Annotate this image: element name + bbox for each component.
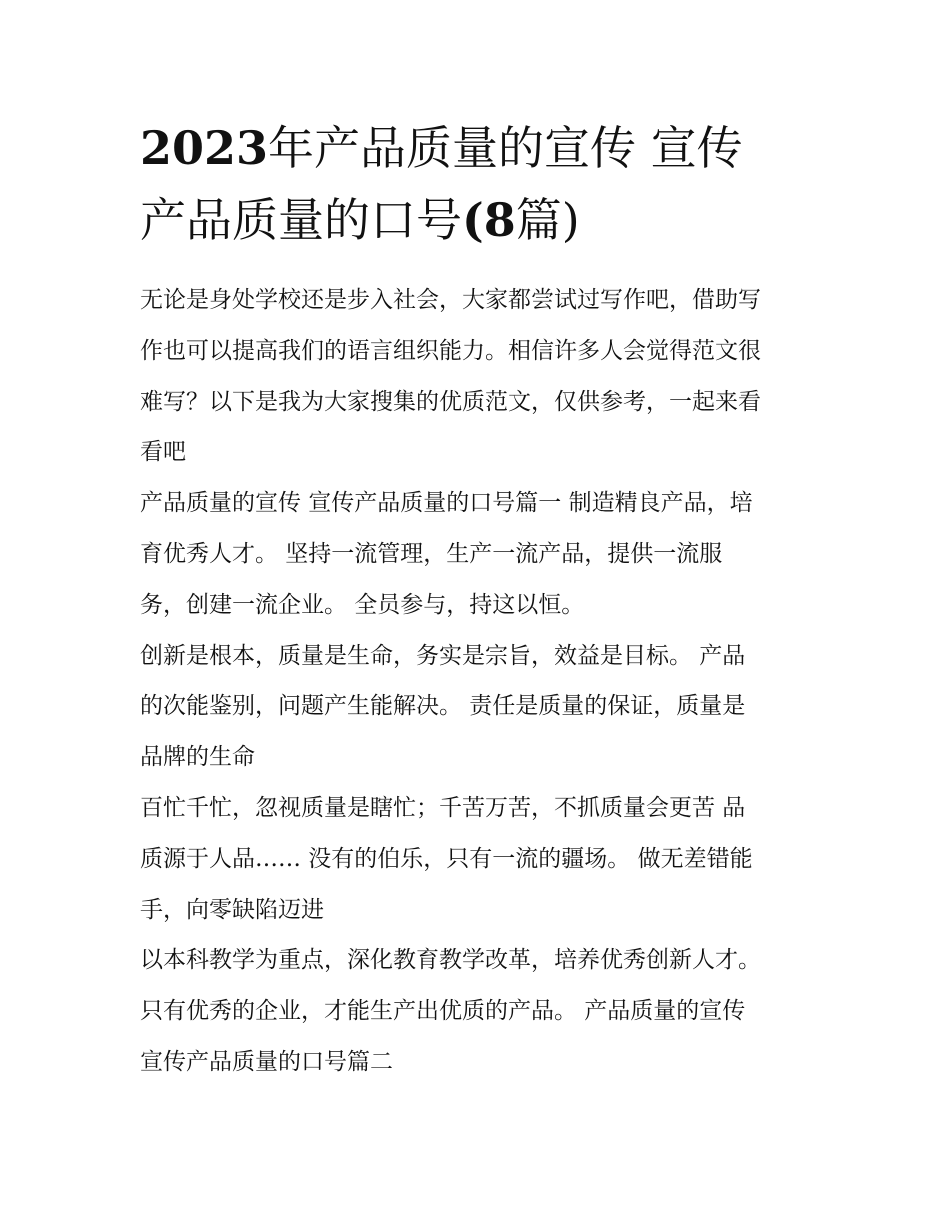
title-line-2-text-a: 产品质量的口号: [140, 193, 462, 247]
paragraph-line: 以本科教学为重点，深化教育教学改革，培养优秀创新人才。: [140, 947, 761, 974]
paragraph-line: 务，创建一流企业。 全员参与，持这以恒。: [140, 591, 585, 618]
paragraph-line: 质源于人品…… 没有的伯乐，只有一流的疆场。 做无差错能: [140, 845, 753, 872]
paragraph-intro: [140, 275, 820, 478]
paragraph-line: 宣传产品质量的口号篇二: [140, 1048, 393, 1075]
paragraph-line: 无论是身处学校还是步入社会，大家都尝试过写作吧，借助写: [140, 287, 761, 313]
paragraph-line: 看吧: [140, 439, 186, 466]
paragraph-1: [140, 478, 820, 630]
paragraph-3: [140, 783, 820, 935]
title-count: (8: [462, 193, 516, 247]
paragraph-line: 的次能鉴别，问题产生能解决。 责任是质量的保证，质量是: [140, 693, 746, 720]
title-line-1-text: 年产品质量的宣传 宣传: [268, 121, 743, 175]
title-line-1: [140, 112, 820, 184]
title-line-2: [140, 184, 820, 256]
paragraph-line: 难写？以下是我为大家搜集的优质范文，仅供参考，一起来看: [140, 388, 761, 415]
paragraph-line: 产品质量的宣传 宣传产品质量的口号篇一 制造精良产品，培: [140, 490, 753, 517]
paragraph-line: 只有优秀的企业，才能生产出优质的产品。 产品质量的宣传: [140, 998, 746, 1025]
paragraph-line: 育优秀人才。 坚持一流管理，生产一流产品，提供一流服: [140, 540, 723, 567]
paragraph-line: 手，向零缺陷迈进: [140, 896, 324, 923]
document-title: [140, 112, 820, 256]
paragraph-line: 创新是根本，质量是生命，务实是宗旨，效益是目标。 产品: [140, 642, 746, 669]
paragraph-2: [140, 631, 820, 783]
title-year: 2023: [140, 121, 269, 175]
paragraph-4: [140, 935, 820, 1087]
paragraph-line: 百忙千忙，忽视质量是瞎忙；千苦万苦，不抓质量会更苦 品: [140, 794, 746, 821]
paragraph-line: 作也可以提高我们的语言组织能力。相信许多人会觉得范文很: [140, 337, 761, 364]
paragraph-line: 品牌的生命: [140, 744, 255, 771]
title-line-2-text-b: 篇): [515, 193, 580, 247]
document-body: [140, 275, 820, 1088]
